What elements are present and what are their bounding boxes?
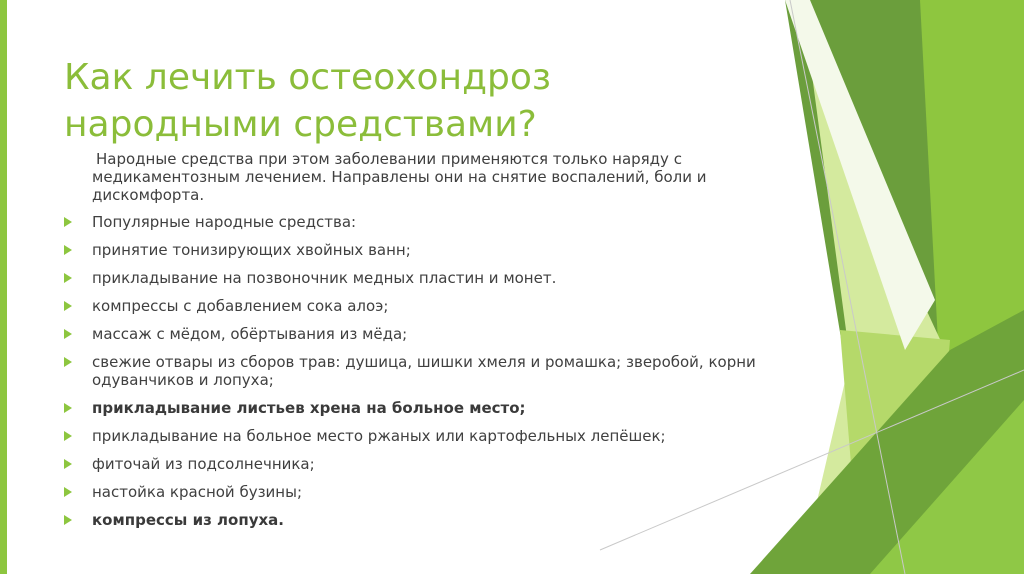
list-item-text: прикладывание на позвоночник медных пластин и монет. xyxy=(92,269,557,287)
triangle-bullet-icon xyxy=(64,301,72,311)
list-item-text: Популярные народные средства: xyxy=(92,213,357,231)
list-item xyxy=(64,213,764,231)
list-item-text: настойка красной бузины; xyxy=(92,483,303,501)
triangle-bullet-icon xyxy=(64,459,72,469)
list-item xyxy=(64,269,764,287)
list-item xyxy=(64,483,764,501)
list-item xyxy=(64,399,764,417)
list-item xyxy=(64,427,764,445)
list-item-text: свежие отвары из сборов трав: душица, шишки хмеля и ромашка; зверобой, корни одуванчиков и лопуха; xyxy=(92,353,756,389)
triangle-bullet-icon xyxy=(64,431,72,441)
list-item-text: компрессы с добавлением сока алоэ; xyxy=(92,297,389,315)
triangle-bullet-icon xyxy=(64,217,72,227)
list-item-text: фиточай из подсолнечника; xyxy=(92,455,315,473)
triangle-bullet-icon xyxy=(64,515,72,525)
triangle-bullet-icon xyxy=(64,403,72,413)
triangle-bullet-icon xyxy=(64,487,72,497)
list-item xyxy=(64,297,764,315)
list-item xyxy=(64,353,764,389)
triangle-bullet-icon xyxy=(64,245,72,255)
slide-body xyxy=(64,150,764,539)
list-item-text: принятие тонизирующих хвойных ванн; xyxy=(92,241,411,259)
list-item-text: прикладывание листьев хрена на больное место; xyxy=(92,399,526,417)
triangle-bullet-icon xyxy=(64,357,72,367)
triangle-bullet-icon xyxy=(64,273,72,283)
slide-title: Как лечить остеохондроз народными средствами? xyxy=(64,57,552,145)
list-item-text: массаж с мёдом, обёртывания из мёда; xyxy=(92,325,408,343)
list-item-text: прикладывание на больное место ржаных или картофельных лепёшек; xyxy=(92,427,666,445)
bullet-list xyxy=(64,213,764,529)
triangle-bullet-icon xyxy=(64,329,72,339)
list-item xyxy=(64,455,764,473)
list-item xyxy=(64,241,764,259)
left-accent-bar xyxy=(0,0,7,574)
intro-paragraph: Народные средства при этом заболевании применяются только наряду с медикаментозным лечением. Направлены они на снятие воспалений, боли и дискомфорта. xyxy=(92,150,707,204)
list-item-text: компрессы из лопуха. xyxy=(92,511,284,529)
list-item xyxy=(64,325,764,343)
list-item xyxy=(64,511,764,529)
